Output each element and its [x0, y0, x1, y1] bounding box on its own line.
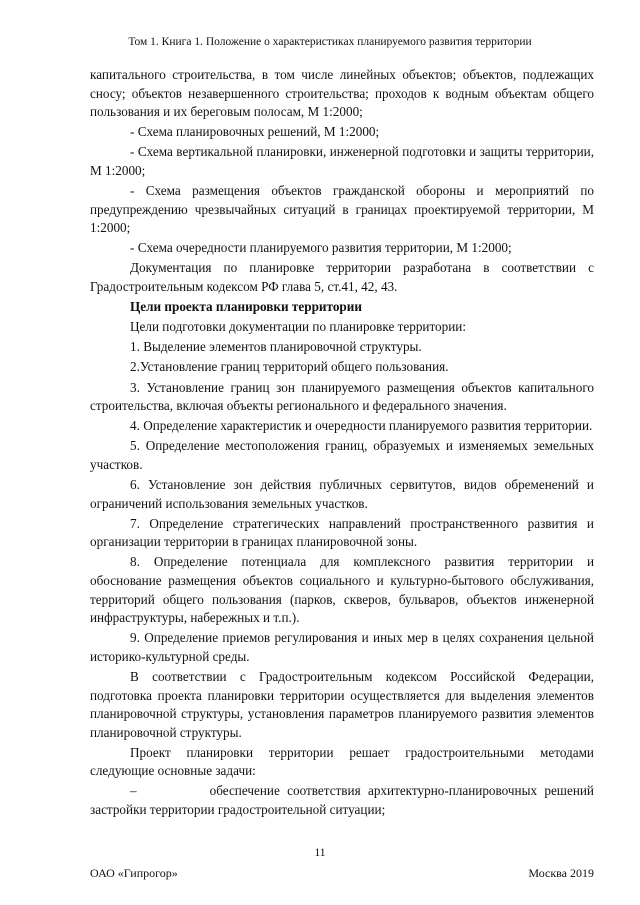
footer-organization: ОАО «Гипрогор»: [90, 866, 178, 880]
section-heading: Цели проекта планировки территории: [130, 299, 362, 315]
paragraph: 5. Определение местоположения границ, образуемых и изменяемых земельных участков.: [90, 438, 594, 472]
paragraph: В соответствии с Градостроительным кодексом Российской Федерации, подготовка проекта планировки территории осуществляется для выделения элементов планировочной структуры, установления параметров планируемого развития элементов планировочной структуры.: [90, 668, 594, 740]
paragraph: 4. Определение характеристик и очередности планируемого развития территории.: [130, 418, 593, 434]
paragraph: - Схема очередности планируемого развития территории, М 1:2000;: [130, 240, 512, 256]
footer-city-year: Москва 2019: [528, 866, 594, 880]
paragraph: 1. Выделение элементов планировочной структуры.: [130, 339, 422, 355]
paragraph: Документация по планировке территории разработана в соответствии с Градостроительным кодексом РФ глава 5, ст.41, 42, 43.: [90, 260, 594, 295]
paragraph: 9. Определение приемов регулирования и иных мер в целях сохранения цельной историко-культурной среды.: [90, 630, 594, 664]
paragraph: 2.Установление границ территорий общего пользования.: [130, 359, 449, 375]
page-number: 11: [314, 847, 326, 859]
document-body: [90, 66, 594, 821]
paragraph: - Схема планировочных решений, М 1:2000;: [130, 124, 380, 140]
paragraph: 7. Определение стратегических направлений пространственного развития и организации территории в границах планировочной зоны.: [90, 515, 594, 550]
paragraph: 3. Установление границ зон планируемого размещения объектов капитального строительства, включая объекты регионального и федерального значения.: [90, 379, 594, 414]
paragraph: капитального строительства, в том числе линейных объектов; объектов, подлежащих сносу; объектов незавершенного строительства; проходов к водным объектам общего пользования и их береговым полосам, М 1:2000;: [90, 67, 594, 120]
paragraph: – обеспечение соответствия архитектурно-планировочных решений застройки территории градостроительной ситуации;: [90, 783, 594, 818]
paragraph: Проект планировки территории решает градостроительными методами следующие основные задачи:: [90, 744, 594, 779]
paragraph: Цели подготовки документации по планировке территории:: [130, 319, 467, 335]
paragraph: - Схема вертикальной планировки, инженерной подготовки и защиты территории, М 1:2000;: [90, 144, 594, 178]
paragraph: - Схема размещения объектов гражданской обороны и мероприятий по предупреждению чрезвычайных ситуаций в границах проектируемой территории, М 1:2000;: [90, 183, 594, 236]
paragraph: 8. Определение потенциала для комплексного развития территории и обоснование размещения объектов социального и культурно-бытового обслуживания, территорий общего пользования (парков, скверов, бульваров, объектов инженерной инфраструктуры, набережных и т.п.).: [90, 554, 594, 626]
paragraph: 6. Установление зон действия публичных сервитутов, видов обременений и ограничений использования земельных участков.: [90, 476, 594, 511]
running-header: Том 1. Книга 1. Положение о характеристиках планируемого развития территории: [128, 36, 532, 48]
